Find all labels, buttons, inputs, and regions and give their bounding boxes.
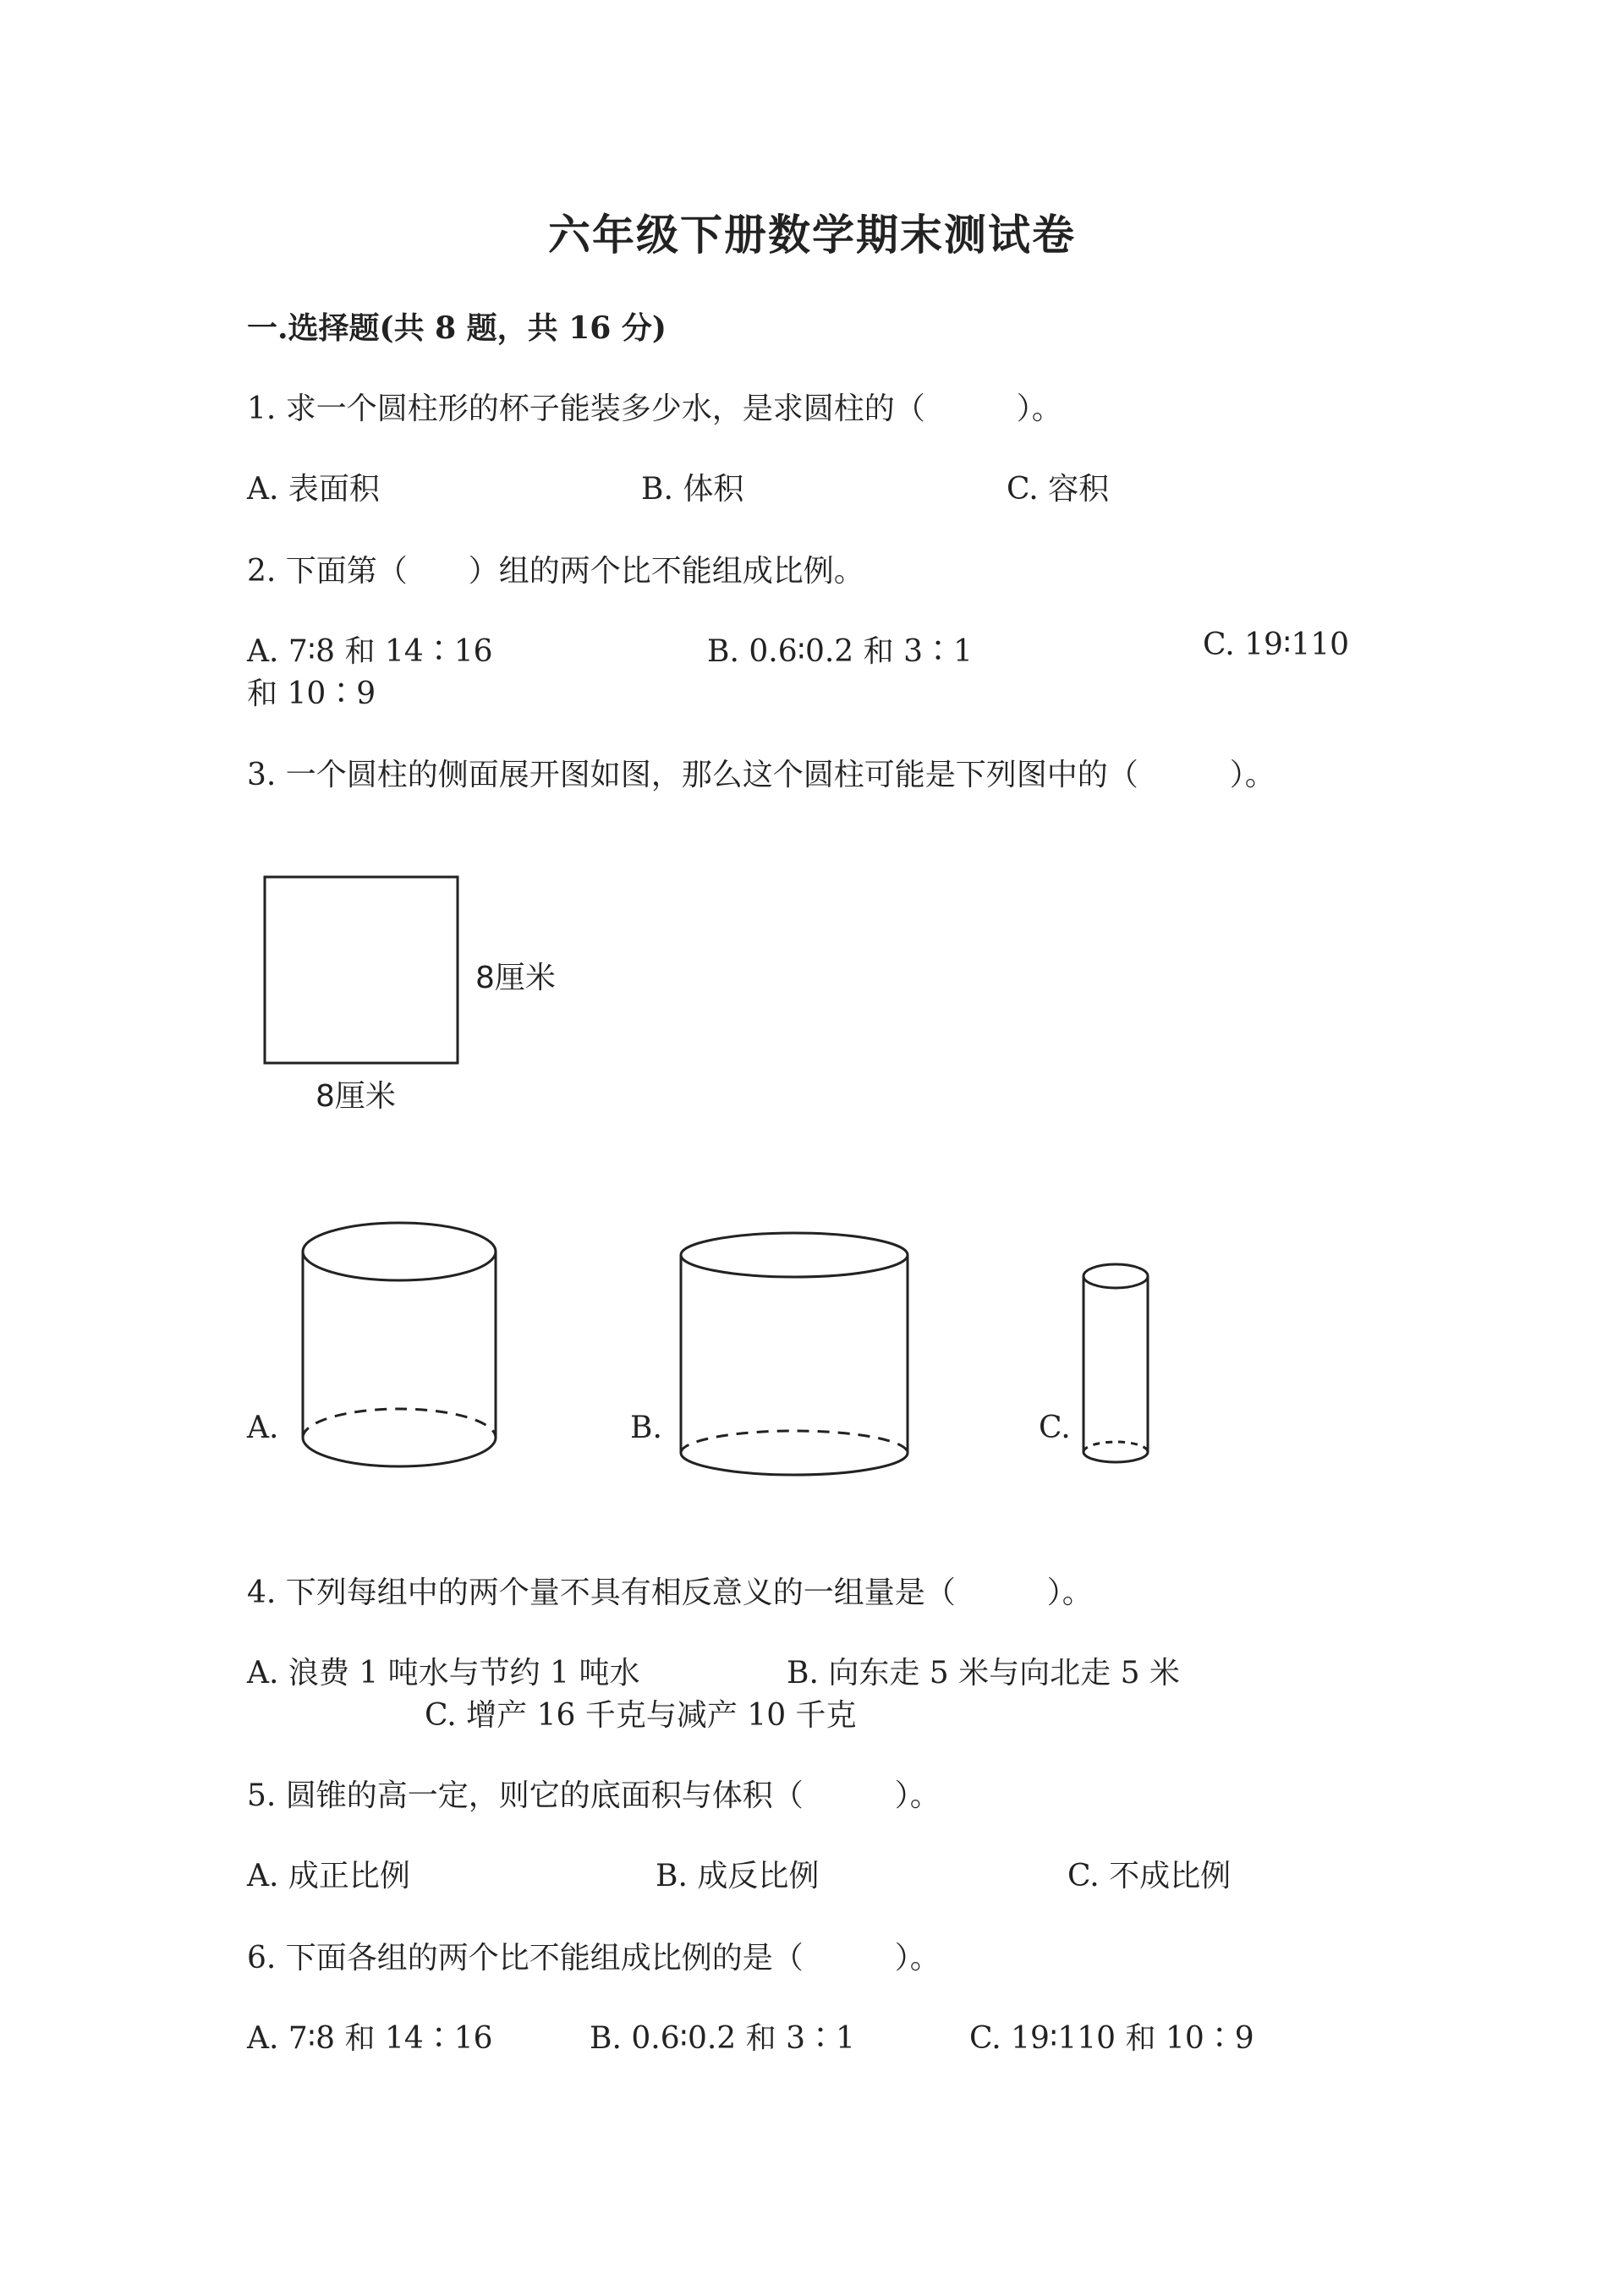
q3-option-a-label: A.	[247, 1411, 279, 1445]
cylinder-b	[677, 1226, 922, 1480]
q2-option-b: B. 0.6∶0.2 和 3∶1	[707, 634, 973, 669]
q4-option-c: C. 增产 16 千克与减产 10 千克	[425, 1698, 857, 1733]
question-6: 6. 下面各组的两个比不能组成比例的是（ ）。	[247, 1941, 941, 1975]
q4-option-a: A. 浪费 1 吨水与节约 1 吨水	[247, 1656, 640, 1690]
net-figure	[254, 867, 592, 1121]
q3-option-b-label: B.	[630, 1411, 662, 1445]
cylinder-a	[296, 1218, 508, 1471]
net-square	[265, 877, 458, 1063]
q6-option-a: A. 7∶8 和 14∶16	[247, 2021, 493, 2056]
q1-option-c: C. 容积	[1007, 472, 1110, 507]
net-bottom-label: 8厘米	[315, 1079, 396, 1114]
page-title: 六年级下册数学期末测试卷	[548, 210, 1076, 260]
question-5: 5. 圆锥的高一定，则它的底面积与体积（ ）。	[247, 1778, 941, 1813]
q4-option-b: B. 向东走 5 米与向北走 5 米	[787, 1656, 1180, 1690]
q5-option-b: B. 成反比例	[656, 1859, 820, 1893]
q1-option-a: A. 表面积	[247, 472, 380, 507]
section-heading: 一.选择题(共 8 题，共 16 分)	[247, 310, 667, 346]
q2-option-a: A. 7∶8 和 14∶16	[247, 634, 493, 669]
q5-option-c: C. 不成比例	[1067, 1859, 1232, 1893]
q6-option-b: B. 0.6∶0.2 和 3∶1	[590, 2021, 855, 2056]
question-3: 3. 一个圆柱的侧面展开图如图，那么这个圆柱可能是下列图中的（ ）。	[247, 758, 1276, 792]
q2-option-c-continued: 和 10∶9	[247, 677, 376, 711]
q5-option-a: A. 成正比例	[247, 1859, 410, 1893]
net-side-label: 8厘米	[475, 961, 556, 995]
q3-option-c-label: C.	[1039, 1411, 1071, 1445]
q1-option-b: B. 体积	[641, 472, 744, 507]
question-2: 2. 下面第（ ）组的两个比不能组成比例。	[247, 554, 864, 589]
q6-option-c: C. 19∶110 和 10∶9	[969, 2021, 1254, 2056]
question-4: 4. 下列每组中的两个量不具有相反意义的一组量是（ ）。	[247, 1575, 1093, 1610]
cylinder-c	[1083, 1256, 1167, 1484]
question-1: 1. 求一个圆柱形的杯子能装多少水，是求圆柱的（ ）。	[247, 392, 1062, 426]
q2-option-c: C. 19∶110	[1203, 627, 1350, 662]
